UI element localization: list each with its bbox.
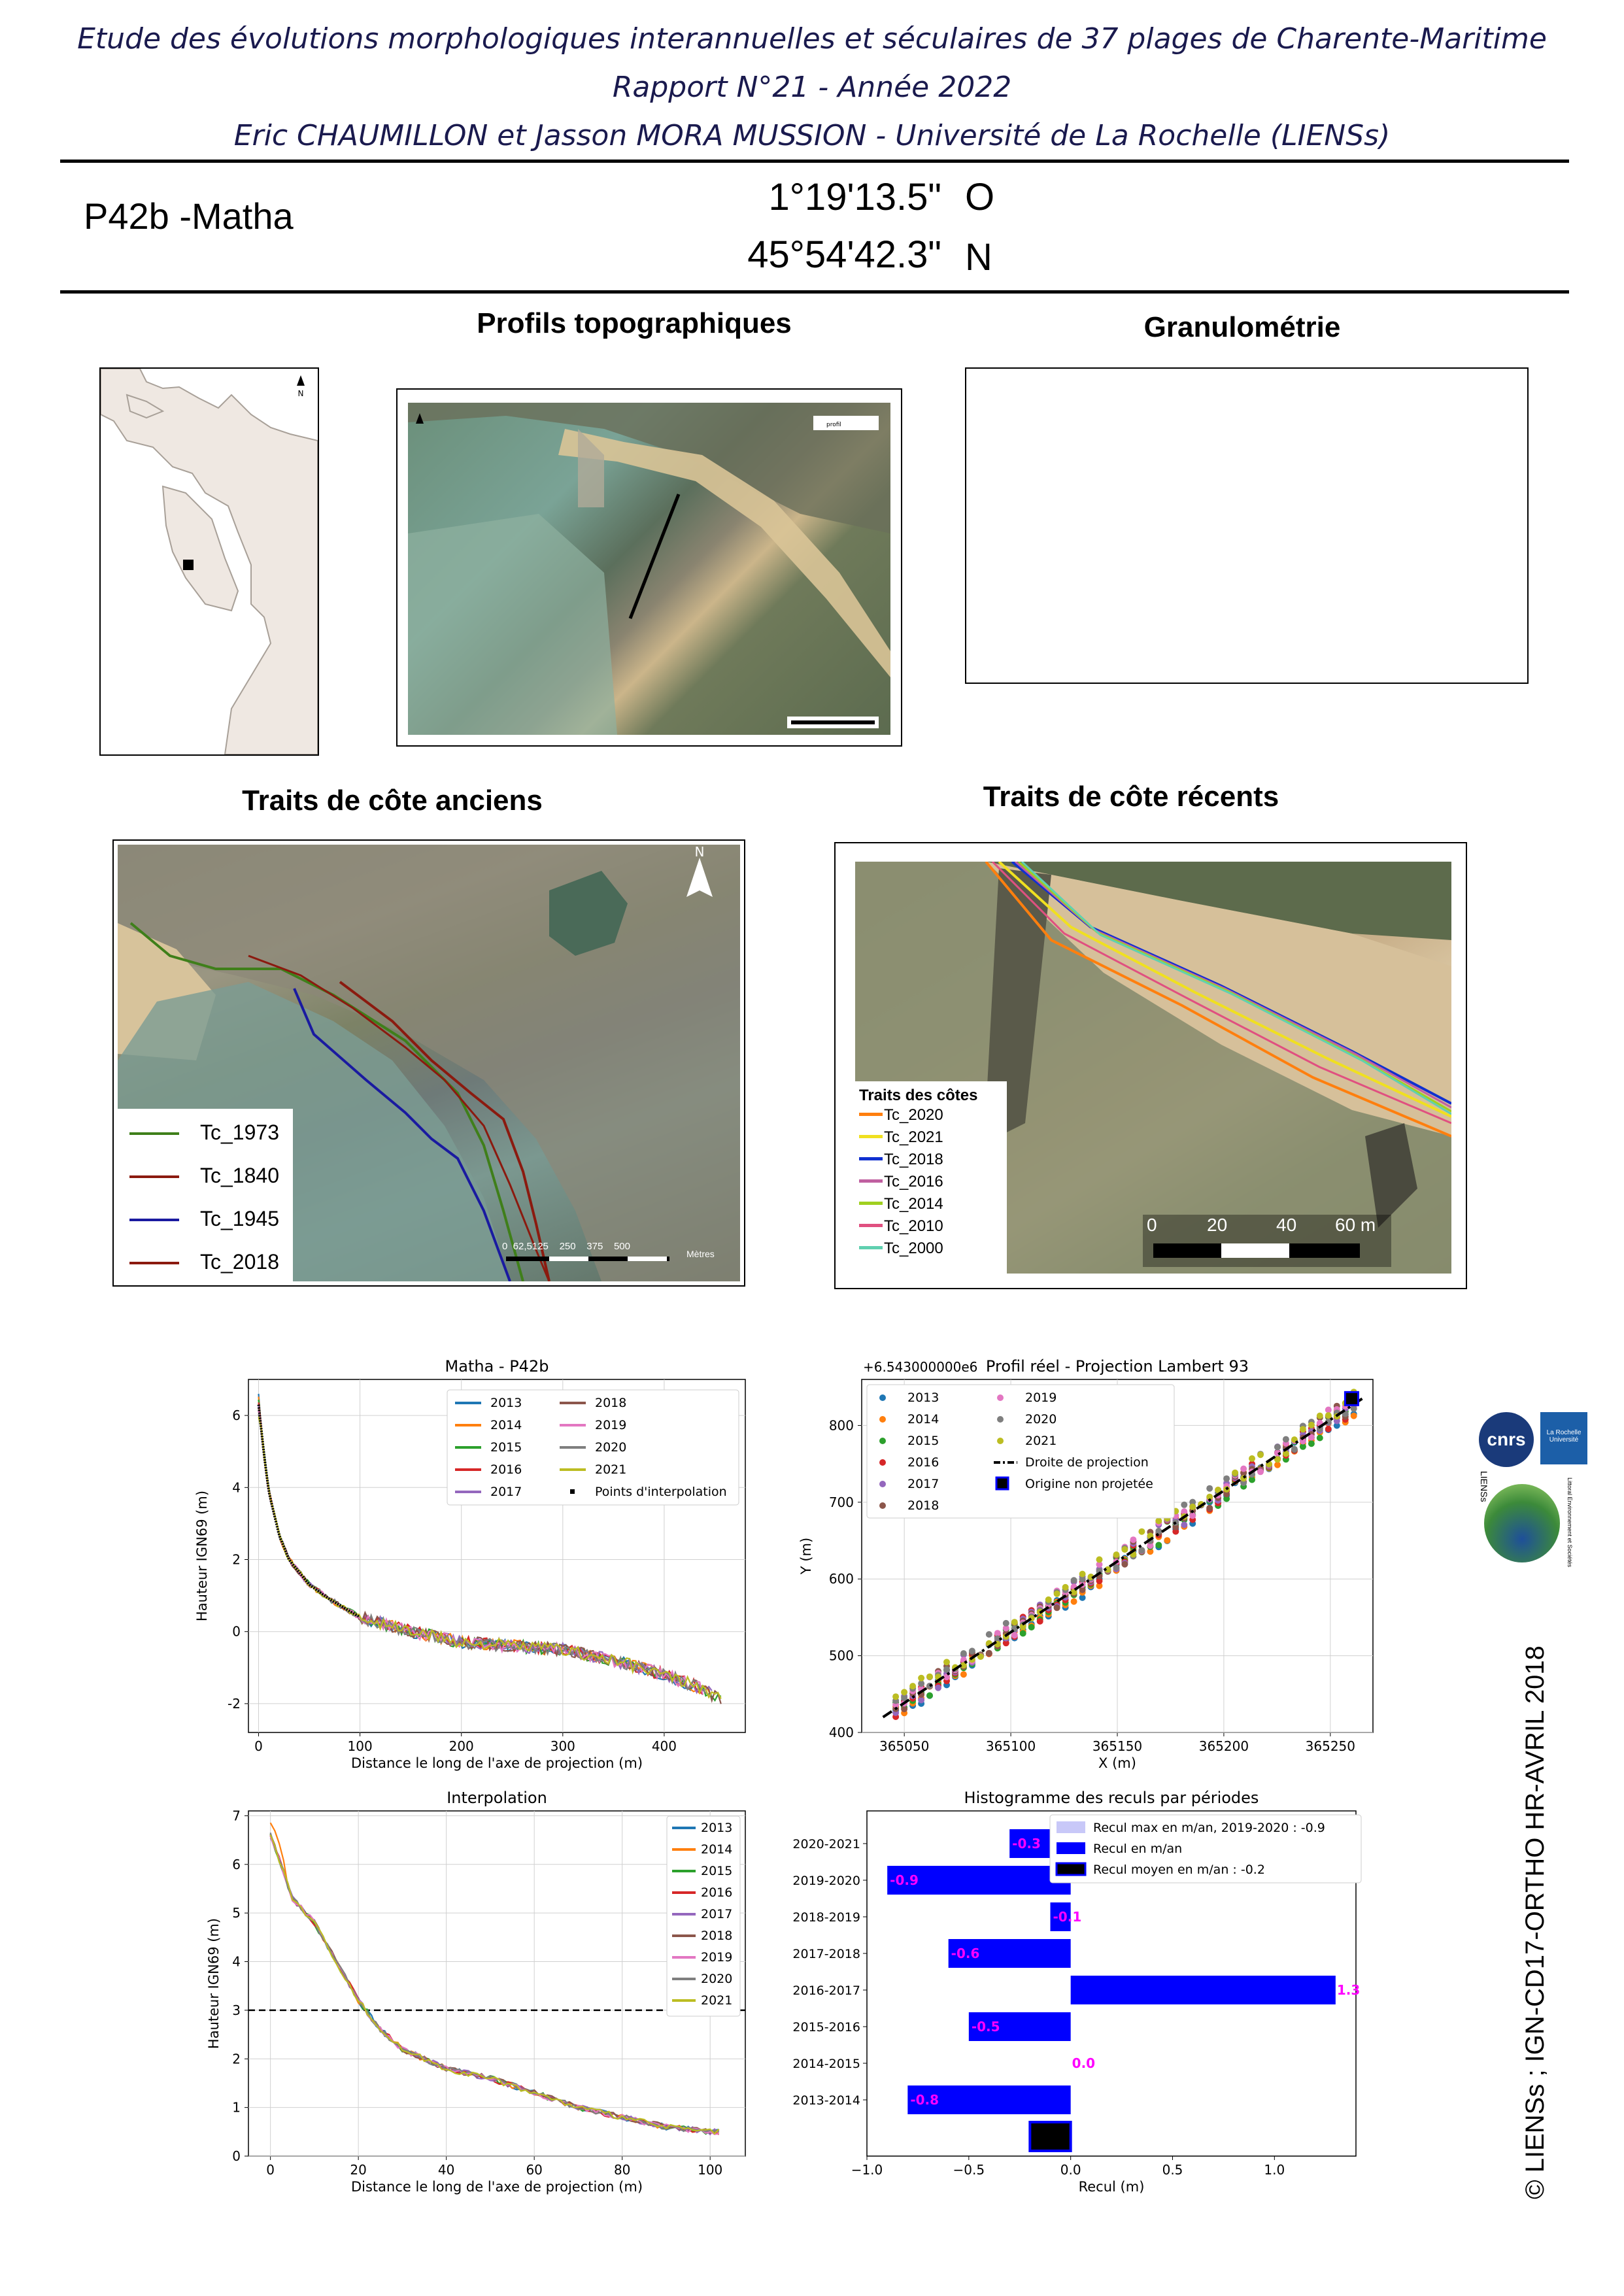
point-2020 — [1003, 1620, 1009, 1627]
y-tick-label: 700 — [828, 1494, 854, 1510]
bar-value-label: -0.6 — [951, 1946, 980, 1961]
point-2021 — [1138, 1528, 1145, 1535]
legend-label: 2018 — [701, 1929, 733, 1943]
legend-label: 2017 — [490, 1485, 522, 1499]
x-axis-label: Distance le long de l'axe de projection (m) — [350, 1755, 643, 1771]
legend-swatch — [879, 1481, 886, 1487]
x-tick-label: 365100 — [985, 1738, 1036, 1754]
recent-legend-label: Tc_2010 — [884, 1217, 943, 1235]
recent-legend-swatch — [859, 1179, 883, 1183]
category-label: 2014-2015 — [792, 2057, 860, 2071]
profile-line — [630, 494, 679, 618]
legend-label: 2015 — [701, 1864, 733, 1878]
legend-label: 2021 — [701, 1993, 733, 2008]
legend-label: Points d'interpolation — [595, 1485, 727, 1499]
point-2020 — [969, 1647, 975, 1654]
category-label: 2013-2014 — [792, 2093, 860, 2108]
y-tick-label: 6 — [232, 1856, 241, 1872]
university-logo-text: La Rochelle Université — [1546, 1429, 1582, 1443]
point-2020 — [1155, 1528, 1162, 1534]
recent-scale-40: 40 — [1276, 1215, 1297, 1235]
legend-label: Origine non projetée — [1025, 1477, 1153, 1491]
legend-label: 2016 — [907, 1455, 939, 1470]
y-tick-label: 6 — [232, 1408, 241, 1424]
point-2015 — [926, 1693, 933, 1699]
recent-legend-title: Traits des côtes — [859, 1087, 978, 1104]
header-rule — [60, 160, 1569, 163]
point-2021 — [1249, 1455, 1255, 1462]
x-tick-label: 0 — [266, 2162, 275, 2178]
y-tick-label: 4 — [232, 1479, 241, 1496]
x-tick-label: −0.5 — [953, 2162, 985, 2178]
y-tick-label: 1 — [232, 2099, 241, 2116]
point-2021 — [1062, 1584, 1069, 1591]
category-label: 2015-2016 — [792, 2020, 860, 2034]
point-2020 — [1138, 1547, 1145, 1553]
legend-swatch — [570, 1489, 575, 1494]
point-2018 — [1206, 1505, 1213, 1511]
recent-legend-swatch — [859, 1157, 883, 1160]
point-2017 — [1181, 1522, 1187, 1528]
point-2018 — [1121, 1561, 1128, 1568]
point-2021 — [918, 1675, 924, 1681]
x-tick-label: 200 — [448, 1738, 474, 1754]
point-2014 — [1351, 1413, 1357, 1419]
legend-label-1945: Tc_1945 — [200, 1207, 279, 1230]
legend-swatch — [879, 1438, 886, 1444]
legend-label: 2016 — [490, 1462, 522, 1477]
legend-swatch — [879, 1394, 886, 1401]
point-2014 — [1071, 1598, 1077, 1605]
point-2020 — [960, 1650, 967, 1657]
category-label: 2019-2020 — [792, 1874, 860, 1888]
y-tick-label: 5 — [232, 1905, 241, 1921]
recent-legend-label: Tc_2014 — [884, 1195, 943, 1213]
y-tick-label: 3 — [232, 2002, 241, 2018]
legend-label: 2014 — [701, 1842, 733, 1857]
mean-bar — [1030, 2122, 1070, 2151]
legend-label-1973: Tc_1973 — [200, 1121, 279, 1144]
old-map-scale-ticks: 0 62,5125 250 375 500 — [502, 1241, 630, 1252]
copyright-container — [1515, 1647, 1555, 2197]
site-location-marker — [183, 560, 194, 570]
point-2021 — [943, 1659, 950, 1665]
point-2021 — [1300, 1426, 1306, 1432]
category-label: 2018-2019 — [792, 1910, 860, 1925]
old-shoreline-map-frame — [112, 839, 745, 1287]
point-2015 — [1020, 1630, 1026, 1637]
section-title-profils: Profils topographiques — [477, 307, 792, 339]
y-tick-label: 0 — [232, 1623, 241, 1640]
y-tick-label: 800 — [828, 1417, 854, 1434]
y-tick-label: 600 — [828, 1571, 854, 1587]
y-offset-label: +6.543000000e6 — [863, 1359, 978, 1375]
y-tick-label: 500 — [828, 1647, 854, 1664]
university-logo — [1540, 1412, 1587, 1464]
y-axis-label: Hauteur IGN69 (m) — [206, 1917, 222, 2050]
legend-label: 2019 — [595, 1418, 627, 1432]
point-2021 — [1011, 1619, 1018, 1625]
recent-shoreline-map-frame — [834, 842, 1467, 1289]
legend-label-1840: Tc_1840 — [200, 1164, 279, 1187]
site-latitude: 45°54'42.3" — [747, 233, 941, 276]
recent-legend-swatch — [859, 1246, 883, 1249]
section-title-granulometrie: Granulométrie — [1143, 311, 1341, 343]
y-tick-label: 2 — [232, 1551, 241, 1568]
point-2021 — [1308, 1422, 1315, 1428]
legend-label: 2019 — [701, 1950, 733, 1965]
point-2021 — [1232, 1470, 1238, 1476]
recent-legend-label: Tc_2021 — [884, 1128, 943, 1146]
x-tick-label: 40 — [437, 2162, 455, 2178]
copyright-text: © LIENSs ; IGN-CD17-ORTHO HR-AVRIL 2018 — [1520, 1645, 1549, 2199]
point-2014 — [960, 1671, 967, 1678]
x-tick-label: 365050 — [879, 1738, 930, 1754]
point-2020 — [1351, 1406, 1357, 1412]
category-label: 2017-2018 — [792, 1947, 860, 1961]
liens-logo-subtitle: Littoral Environnement et Sociétés — [1566, 1477, 1573, 1568]
recent-legend-label: Tc_2020 — [884, 1106, 943, 1124]
category-label: 2020-2021 — [792, 1837, 860, 1851]
locator-map-drawing — [101, 369, 318, 754]
old-shoreline-legend — [118, 1109, 293, 1281]
point-2019 — [1240, 1466, 1247, 1472]
legend-swatch — [997, 1416, 1004, 1423]
locator-map — [99, 367, 319, 756]
legend-swatch — [879, 1502, 886, 1509]
legend-label: 2013 — [907, 1391, 939, 1405]
x-tick-label: 365250 — [1305, 1738, 1356, 1754]
report-authors: Eric CHAUMILLON et Jasson MORA MUSSION - Université de La Rochelle (LIENSs) — [233, 119, 1391, 152]
y-tick-label: 7 — [232, 1808, 241, 1824]
point-2016 — [1037, 1618, 1043, 1625]
legend-label: Recul en m/an — [1093, 1842, 1183, 1856]
x-tick-label: 0.5 — [1162, 2162, 1183, 2178]
recent-legend-label: Tc_2016 — [884, 1173, 943, 1190]
legend-swatch — [879, 1416, 886, 1423]
bar-value-label: -0.9 — [890, 1872, 919, 1888]
legend-label: 2017 — [701, 1907, 733, 1921]
recent-legend-swatch — [859, 1113, 883, 1116]
point-2020 — [1283, 1436, 1289, 1443]
point-2020 — [1223, 1476, 1230, 1482]
point-2018 — [901, 1706, 907, 1712]
point-2019 — [1257, 1468, 1264, 1475]
bar-value-label: -0.8 — [910, 2092, 939, 2108]
point-2015 — [1317, 1435, 1323, 1442]
point-2015 — [1155, 1542, 1162, 1548]
legend-swatch-1840 — [129, 1175, 179, 1178]
point-2021 — [1096, 1557, 1103, 1563]
point-2020 — [1113, 1564, 1120, 1571]
point-2021 — [1121, 1546, 1128, 1553]
point-2019 — [1189, 1512, 1196, 1519]
site-name: P42b -Matha — [84, 195, 294, 237]
bar-2016-2017 — [1071, 1976, 1336, 2004]
x-axis-label: Recul (m) — [1078, 2179, 1145, 2195]
point-2018 — [986, 1650, 992, 1657]
chart-title: Histogramme des reculs par périodes — [964, 1789, 1259, 1807]
x-tick-label: 0 — [254, 1738, 263, 1754]
profile-map-frame — [396, 388, 902, 747]
recent-legend-label: Tc_2018 — [884, 1151, 943, 1168]
point-2020 — [1274, 1444, 1281, 1451]
point-2021 — [901, 1689, 907, 1695]
point-2020 — [1291, 1446, 1298, 1453]
bar-value-label: -0.1 — [1053, 1909, 1082, 1925]
recent-legend-swatch — [859, 1224, 883, 1227]
point-2021 — [1325, 1412, 1332, 1419]
liens-logo — [1484, 1484, 1560, 1562]
point-2020 — [1181, 1502, 1187, 1508]
legend-label: 2020 — [701, 1972, 733, 1986]
profile-aerial-photo — [408, 403, 890, 735]
recent-scale-20: 20 — [1207, 1215, 1228, 1235]
legend-label: Droite de projection — [1025, 1455, 1149, 1470]
legend-swatch-1973 — [129, 1132, 179, 1135]
point-2020 — [943, 1666, 950, 1673]
projection-chart — [785, 1353, 1386, 1785]
report-number: Rapport N°21 - Année 2022 — [612, 71, 1012, 104]
chart-title: Interpolation — [447, 1789, 547, 1807]
bar-value-label: -0.3 — [1012, 1836, 1041, 1851]
x-tick-label: 1.0 — [1264, 2162, 1285, 2178]
point-2016 — [1325, 1426, 1332, 1432]
retreat-histogram-chart — [752, 1777, 1386, 2221]
x-tick-label: 60 — [526, 2162, 543, 2178]
x-tick-label: 100 — [347, 1738, 373, 1754]
point-2015 — [1308, 1440, 1315, 1447]
legend-swatch — [1057, 1842, 1085, 1854]
bar-value-label: -0.5 — [971, 2019, 1000, 2034]
point-2021 — [909, 1683, 916, 1689]
point-2015 — [1028, 1624, 1035, 1630]
legend-label: 2016 — [701, 1885, 733, 1900]
point-2021 — [1113, 1551, 1120, 1558]
granulometry-frame — [965, 367, 1529, 684]
legend-swatch — [996, 1477, 1008, 1489]
point-2014 — [1164, 1537, 1170, 1544]
legend-swatch — [1057, 1863, 1085, 1875]
old-map-scale-unit: Mètres — [686, 1249, 715, 1259]
x-axis-label: Distance le long de l'axe de projection (m) — [350, 2179, 643, 2195]
cnrs-logo-text: cnrs — [1487, 1429, 1526, 1449]
legend-swatch — [1057, 1821, 1085, 1833]
svg-text:N: N — [297, 389, 304, 398]
legend-label: 2021 — [595, 1462, 627, 1477]
legend-swatch-2018 — [129, 1262, 179, 1264]
point-2021 — [1283, 1451, 1289, 1457]
x-tick-label: −1.0 — [851, 2162, 883, 2178]
legend-swatch — [879, 1459, 886, 1466]
point-2019 — [1325, 1407, 1332, 1413]
point-2021 — [1155, 1517, 1162, 1524]
section-title-anciens: Traits de côte anciens — [242, 785, 543, 817]
section-title-recents: Traits de côte récents — [983, 781, 1279, 813]
legend-swatch-1945 — [129, 1219, 179, 1221]
bar-value-label: 1.3 — [1336, 1982, 1361, 1998]
legend-label: 2020 — [1025, 1412, 1057, 1427]
cnrs-logo — [1479, 1412, 1534, 1467]
point-2020 — [1071, 1577, 1077, 1583]
point-2021 — [1257, 1451, 1264, 1458]
category-label: 2016-2017 — [792, 1984, 860, 1998]
point-2021 — [1189, 1504, 1196, 1510]
y-tick-label: 0 — [232, 2148, 241, 2164]
chart-title: Matha - P42b — [445, 1357, 549, 1376]
origin-marker — [1345, 1392, 1358, 1405]
legend-label: 2014 — [907, 1412, 939, 1427]
legend-swatch — [997, 1394, 1004, 1401]
site-longitude: 1°19'13.5" — [768, 176, 941, 218]
point-2019 — [1130, 1536, 1136, 1543]
x-tick-label: 365150 — [1092, 1738, 1143, 1754]
x-tick-label: 100 — [698, 2162, 723, 2178]
x-axis-label: X (m) — [1098, 1755, 1136, 1771]
legend-label: 2017 — [907, 1477, 939, 1491]
y-tick-label: 4 — [232, 1953, 241, 1970]
point-2017 — [935, 1685, 941, 1691]
svg-text:profil: profil — [826, 422, 841, 428]
recent-scale-0: 0 — [1147, 1215, 1157, 1235]
legend-label: 2018 — [907, 1498, 939, 1513]
y-axis-label: Y (m) — [798, 1537, 814, 1575]
legend-label: 2013 — [701, 1821, 733, 1835]
chart-title: Profil réel - Projection Lambert 93 — [985, 1357, 1249, 1376]
point-2019 — [1011, 1632, 1018, 1638]
site-rule — [60, 290, 1569, 294]
point-2020 — [986, 1631, 992, 1638]
legend-label: 2014 — [490, 1418, 522, 1432]
legend-label: 2015 — [490, 1440, 522, 1455]
legend-label: 2019 — [1025, 1391, 1057, 1405]
legend-label-2018: Tc_2018 — [200, 1250, 279, 1274]
site-longitude-dir: O — [965, 176, 995, 218]
recent-legend-swatch — [859, 1202, 883, 1205]
point-2021 — [926, 1674, 933, 1680]
legend-label: 2013 — [490, 1396, 522, 1410]
recent-legend-label: Tc_2000 — [884, 1240, 943, 1257]
point-2021 — [1079, 1571, 1086, 1578]
x-tick-label: 20 — [350, 2162, 367, 2178]
y-tick-label: 400 — [828, 1725, 854, 1740]
point-2021 — [1054, 1591, 1060, 1597]
legend-label: 2015 — [907, 1434, 939, 1448]
recent-shoreline-legend — [855, 1081, 1007, 1274]
x-tick-label: 300 — [550, 1738, 575, 1754]
x-tick-label: 80 — [613, 2162, 631, 2178]
point-2021 — [892, 1693, 899, 1700]
legend-label: 2018 — [595, 1396, 627, 1410]
site-latitude-dir: N — [965, 236, 992, 279]
interpolation-chart — [183, 1777, 771, 2221]
legend-label: Recul moyen en m/an : -0.2 — [1093, 1863, 1265, 1877]
bar-value-label: 0.0 — [1072, 2055, 1096, 2071]
report-title: Etude des évolutions morphologiques interannuelles et séculaires de 37 plages de Charente-Maritime — [77, 22, 1547, 56]
legend-label: 2020 — [595, 1440, 627, 1455]
recent-legend-swatch — [859, 1135, 883, 1138]
point-2021 — [1317, 1413, 1323, 1419]
legend-swatch — [997, 1438, 1004, 1444]
liens-logo-text: LIENSs — [1479, 1471, 1489, 1502]
point-2020 — [1206, 1485, 1213, 1492]
y-tick-label: -2 — [228, 1695, 241, 1712]
x-tick-label: 400 — [651, 1738, 677, 1754]
y-tick-label: 2 — [232, 2051, 241, 2067]
legend-label: Recul max en m/an, 2019-2020 : -0.9 — [1093, 1821, 1325, 1835]
legend-label: 2021 — [1025, 1434, 1057, 1448]
point-2018 — [1054, 1604, 1060, 1611]
svg-text:N: N — [694, 845, 705, 860]
y-axis-label: Hauteur IGN69 (m) — [194, 1490, 210, 1622]
x-tick-label: 365200 — [1198, 1738, 1249, 1754]
point-2021 — [1045, 1596, 1052, 1603]
recent-scale-60: 60 m — [1335, 1215, 1376, 1235]
profiles-chart — [183, 1353, 771, 1785]
x-tick-label: 0.0 — [1060, 2162, 1081, 2178]
